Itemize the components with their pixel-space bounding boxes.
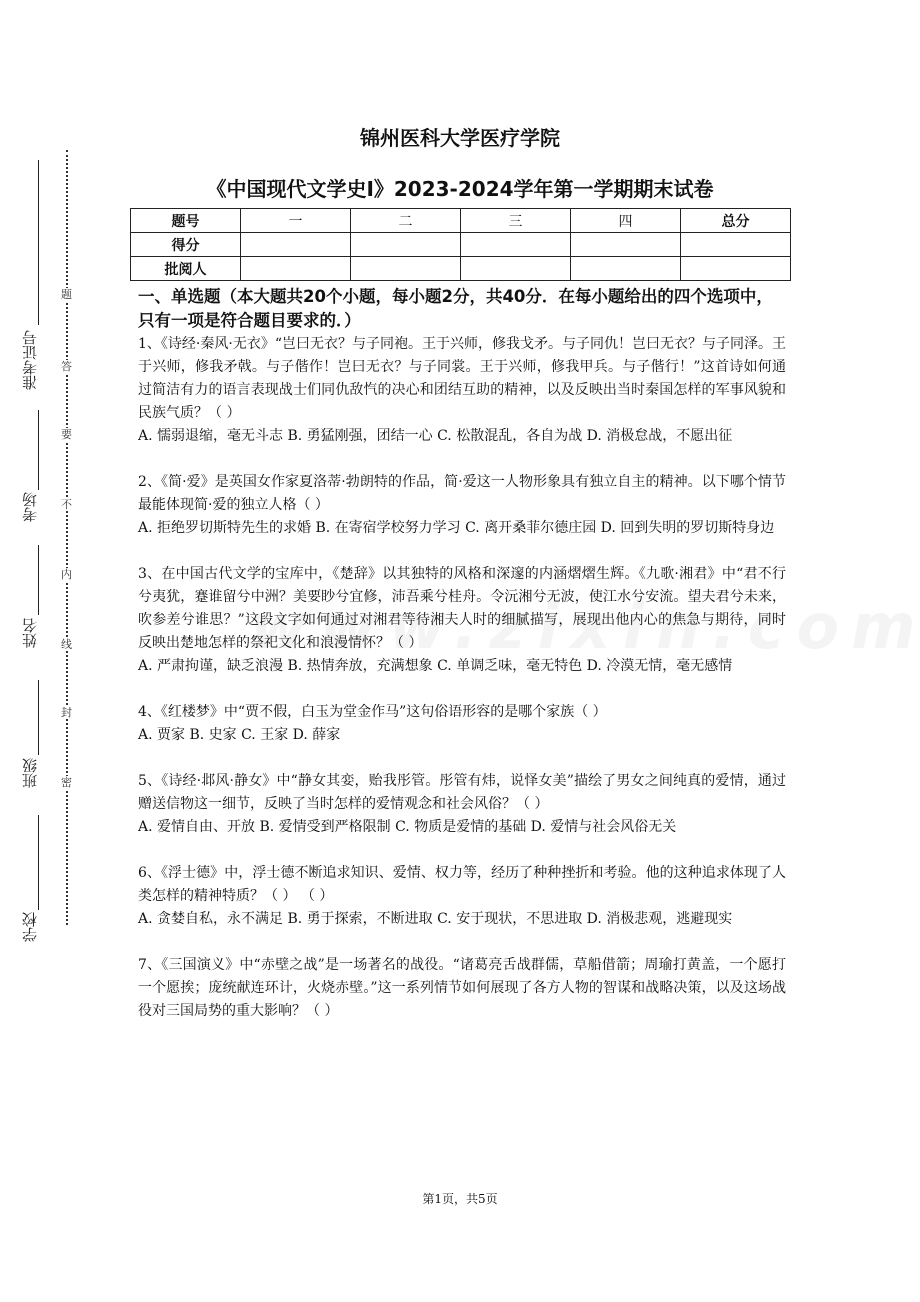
class-line [38, 680, 39, 755]
reviewer-cell [241, 257, 351, 281]
question-item [138, 701, 786, 747]
page-footer: 第1页，共5页 [422, 1192, 498, 1206]
reviewer-cell [571, 257, 681, 281]
seal-line [66, 150, 68, 925]
score-cell [681, 233, 791, 257]
question-item [138, 954, 786, 1023]
class-label: 班级 [21, 758, 39, 788]
question-stem: 6、《浮士德》中，浮士德不断追求知识、爱情、权力等，经历了种种挫折和考验。他的这种追求体现了人类怎样的精神特质？（ ） （ ） [138, 865, 786, 904]
question-item [138, 333, 786, 448]
score-row [131, 233, 791, 257]
exam-room-label: 考场 [21, 492, 39, 522]
question-options: A. 爱情自由、开放 B. 爱情受到严格限制 C. 物质是爱情的基础 D. 爱情与社会风俗无关 [138, 819, 677, 835]
score-table [130, 208, 791, 281]
row-label: 题号 [131, 209, 241, 233]
seal-char: 要 [61, 428, 72, 441]
seal-char: 封 [61, 706, 72, 719]
exam-number-label: 准考证号 [21, 330, 39, 390]
question-item [138, 563, 786, 678]
question-options: A. 贪婪自私，永不满足 B. 勇于探索，不断进取 C. 安于现状，不思进取 D. 消极悲观，逃避现实 [138, 911, 733, 927]
seal-char: 内 [61, 568, 72, 581]
score-cell [461, 233, 571, 257]
column-header: 三 [461, 209, 571, 233]
score-cell [571, 233, 681, 257]
question-options: A. 贾家 B. 史家 C. 王家 D. 薛家 [138, 727, 341, 743]
exam-room-line [38, 410, 39, 490]
school-label: 学校 [21, 912, 39, 942]
question-options: A. 懦弱退缩，毫无斗志 B. 勇猛刚强，团结一心 C. 松散混乱，各自为战 D. 消极怠战，不愿出征 [138, 428, 733, 444]
reviewer-row [131, 257, 791, 281]
seal-char: 不 [61, 498, 72, 511]
column-header: 总分 [681, 209, 791, 233]
seal-char: 密 [61, 776, 72, 789]
question-options: A. 拒绝罗切斯特先生的求婚 B. 在寄宿学校努力学习 C. 离开桑菲尔德庄园 D. 回到失明的罗切斯特身边 [138, 520, 775, 536]
row-label: 得分 [131, 233, 241, 257]
name-line [38, 545, 39, 615]
question-item [138, 862, 786, 931]
question-stem: 3、在中国古代文学的宝库中，《楚辞》以其独特的风格和深邃的内涵熠熠生辉。《九歌·湘君》中“君不行兮夷犹，蹇谁留兮中洲？美要眇兮宜修，沛吾乘兮桂舟。令沅湘兮无波，使江水兮安流。望夫君兮未来，吹参差兮谁思？”这段文字如何通过对湘君等待湘夫人时的细腻描写，展现出他内心的焦急与期待，同时反映出楚地怎样的祭祀文化和浪漫情怀？（ ） [138, 566, 786, 651]
question-options: A. 严肃拘谨，缺乏浪漫 B. 热情奔放，充满想象 C. 单调乏味，毫无特色 D. 冷漠无情，毫无感情 [138, 658, 733, 674]
question-stem: 5、《诗经·邶风·静女》中“静女其娈，贻我彤管。彤管有炜，说怿女美”描绘了男女之间纯真的爱情，通过赠送信物这一细节，反映了当时怎样的爱情观念和社会风俗？（ ） [138, 773, 786, 812]
section-title: 一、单选题（本大题共20个小题，每小题2分，共40分．在每小题给出的四个选项中，只有一项是符合题目要求的．） [138, 287, 773, 330]
question-item [138, 770, 786, 839]
exam-number-line [38, 160, 39, 325]
row-label: 批阅人 [131, 257, 241, 281]
column-header: 一 [241, 209, 351, 233]
seal-char: 线 [61, 638, 72, 651]
reviewer-cell [351, 257, 461, 281]
binding-sidebar [0, 0, 110, 1302]
column-header: 四 [571, 209, 681, 233]
question-stem: 1、《诗经·秦风·无衣》“岂曰无衣？与子同袍。王于兴师，修我戈矛。与子同仇！岂曰无衣？与子同泽。王于兴师，修我矛戟。与子偕作！岂曰无衣？与子同裳。王于兴师，修我甲兵。与子偕行！”这首诗如何通过简洁有力的语言表现战士们同仇敌忾的决心和团结互助的精神，以及反映出当时秦国怎样的军事风貌和民族气质？（ ） [138, 336, 786, 421]
school-title: 锦州医科大学医疗学院 [360, 126, 560, 150]
column-header: 二 [351, 209, 461, 233]
question-stem: 7、《三国演义》中“赤壁之战”是一场著名的战役。“诸葛亮舌战群儒，草船借箭；周瑜打黄盖，一个愿打一个愿挨；庞统献连环计，火烧赤壁。”这一系列情节如何展现了各方人物的智谋和战略决策，以及这场战役对三国局势的重大影响？（ ） [138, 957, 786, 1019]
seal-char: 题 [61, 288, 72, 301]
reviewer-cell [461, 257, 571, 281]
reviewer-cell [681, 257, 791, 281]
exam-title: 《中国现代文学史Ⅰ》2023-2024学年第一学期期末试卷 [206, 177, 714, 201]
question-item [138, 471, 786, 540]
seal-char: 答 [61, 360, 72, 373]
score-cell [241, 233, 351, 257]
score-cell [351, 233, 461, 257]
question-stem: 4、《红楼梦》中“贾不假，白玉为堂金作马”这句俗语形容的是哪个家族（ ） [138, 704, 607, 720]
question-list [138, 333, 786, 1046]
school-line [38, 815, 39, 910]
name-label: 姓名 [21, 618, 39, 648]
question-stem: 2、《简·爱》是英国女作家夏洛蒂·勃朗特的作品，简·爱这一人物形象具有独立自主的精神。以下哪个情节最能体现简·爱的独立人格（ ） [138, 474, 786, 513]
score-table-header-row [131, 209, 791, 233]
